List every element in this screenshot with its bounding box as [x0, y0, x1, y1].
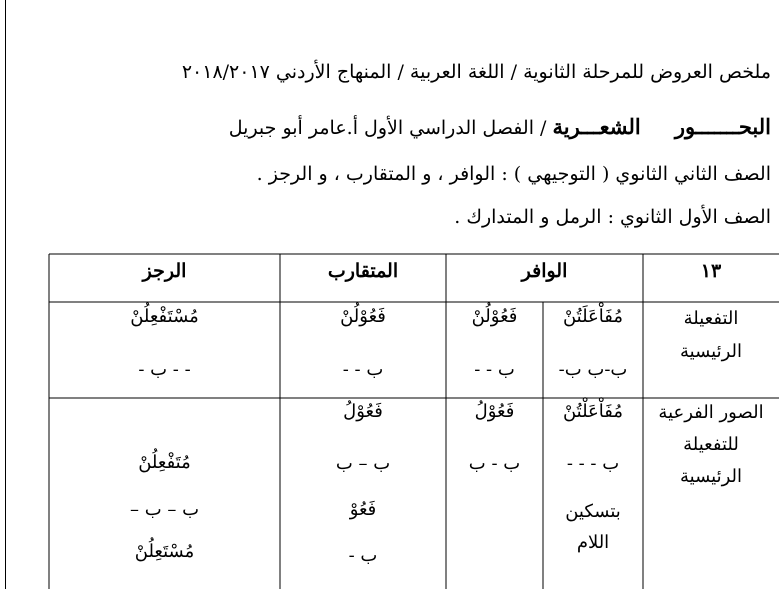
table-header-number: ١٣	[700, 260, 722, 282]
row2-rajaz-foot2: مُسْتَعِلُنْ	[134, 541, 195, 562]
row2-label-line3: الرئيسية	[680, 466, 742, 487]
row1-wafer-second-foot: فَعُوْلُنْ	[471, 306, 518, 327]
table-header-rajaz: الرجز	[142, 260, 187, 282]
row1-mutaqarib-foot: فَعُوْلُنْ	[340, 306, 386, 327]
row2-wafer-main-foot: مُفَاْعَلْتُنْ	[562, 401, 624, 422]
row1-mutaqarib-pattern: ب - -	[342, 359, 384, 380]
row2-label-line1: الصور الفرعية	[658, 402, 764, 423]
row1-wafer-main-foot: مُفَاْعَلَتُنْ	[562, 306, 624, 327]
row2-rajaz-pattern1: ب – ب –	[129, 499, 200, 520]
row1-rajaz-foot: مُسْتَفْعِلُنْ	[130, 306, 199, 327]
title-word-buhur: البحـــــــور	[674, 114, 771, 139]
row2-mutaqarib-pattern2: ب -	[348, 545, 378, 566]
row2-mutaqarib-foot1: فَعُوْلُ	[343, 401, 383, 422]
row2-rajaz-foot1: مُتَفْعِلُنْ	[138, 452, 191, 473]
grade-eleven-line: الصف الأول الثانوي : الرمل و المتدارك .	[454, 206, 771, 228]
row2-wafer-note-line2: اللام	[576, 532, 610, 553]
row1-wafer-second-pattern: ب - -	[474, 359, 515, 380]
row2-label-line2: للتفعيلة	[683, 434, 739, 455]
row2-wafer-main-pattern: ب - - -	[566, 453, 620, 474]
row1-label-line2: الرئيسية	[680, 341, 742, 362]
table-header-wafer: الوافر	[521, 260, 568, 282]
title-word-shiriyya: الشعـــرية	[552, 114, 641, 139]
title-rest: / الفصل الدراسي الأول أ.عامر أبو جبريل	[228, 117, 547, 139]
doc-header-line: ملخص العروض للمرحلة الثانوية / اللغة العربية / المنهاج الأردني ٢٠١٨/٢٠١٧	[181, 61, 771, 83]
row2-wafer-second-pattern: ب - ب	[468, 453, 521, 474]
row1-wafer-main-pattern: ب-ب ب-	[558, 359, 628, 380]
row2-mutaqarib-pattern1: ب – ب	[335, 453, 391, 474]
row2-wafer-second-foot: فَعُوْلُ	[474, 401, 515, 422]
grade-twelve-line: الصف الثاني الثانوي ( التوجيهي ) : الوافر ، و المتقارب ، و الرجز .	[256, 163, 771, 185]
row1-label-line1: التفعيلة	[683, 308, 739, 329]
row2-wafer-note-line1: بتسكين	[565, 501, 621, 522]
page-left-rule	[5, 0, 6, 589]
row2-mutaqarib-foot2: فَعُوْ	[349, 499, 377, 520]
doc-title-line	[229, 114, 771, 139]
table-header-mutaqarib: المتقارب	[327, 260, 399, 282]
row1-rajaz-pattern: - - ب -	[138, 359, 191, 380]
